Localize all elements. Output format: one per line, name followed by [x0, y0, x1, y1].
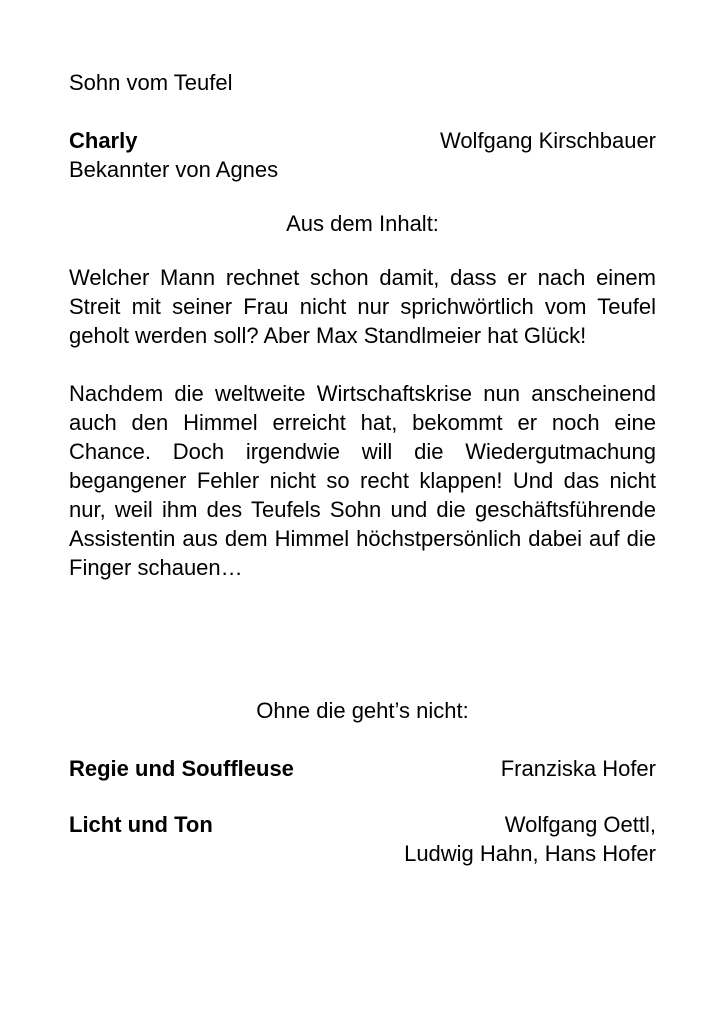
program-page — [69, 68, 656, 868]
role-name: Charly — [69, 128, 138, 153]
synopsis-heading: Aus dem Inhalt: — [286, 211, 439, 236]
crew-role-label: Regie und Souffleuse — [69, 756, 294, 781]
synopsis-paragraph-2: Nachdem die weltweite Wirtschaftskrise nun anscheinend auch den Himmel erreicht hat, bekommt er noch eine Chance. Doch irgendwie will die Wiedergutmachung begangener Fehler nicht so recht klappen! Und das nicht nur, weil ihm des Teufels Sohn und die geschäftsführende Assistentin aus dem Himmel höchstpersönlich dabei auf die Finger schauen… — [69, 381, 656, 580]
crew-role-label: Licht und Ton — [69, 812, 213, 837]
cast-entry-charly — [69, 126, 656, 155]
role-description-previous: Sohn vom Teufel — [69, 70, 233, 95]
crew-names-line: Wolfgang Oettl, — [504, 812, 656, 837]
role-description: Bekannter von Agnes — [69, 157, 279, 182]
synopsis-paragraph-1: Welcher Mann rechnet schon damit, dass er nach einem Streit mit seiner Frau nicht nur sprichwörtlich vom Teufel geholt werden soll? Aber Max Standlmeier hat Glück! — [69, 265, 656, 348]
crew-heading: Ohne die geht’s nicht: — [256, 698, 469, 723]
crew-entry-direction — [69, 754, 656, 783]
actor-name: Wolfgang Kirschbauer — [439, 128, 656, 153]
crew-names-line: Ludwig Hahn, Hans Hofer — [404, 841, 656, 866]
crew-names: Franziska Hofer — [500, 756, 656, 781]
crew-names-stack — [404, 810, 656, 868]
crew-entry-tech — [69, 810, 656, 868]
